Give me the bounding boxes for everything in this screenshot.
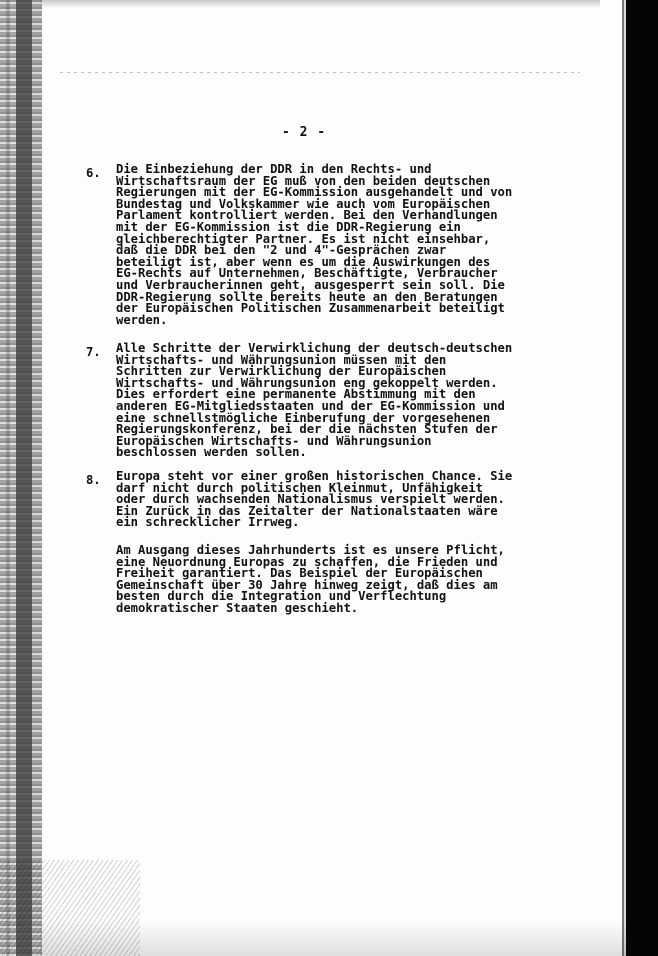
text-line: DDR-Regierung sollte bereits heute an den Beratungen [116, 289, 498, 304]
text-line: darf nicht durch politischen Kleinmut, Unfähigkeit [116, 480, 483, 495]
text-line: Dies erfordert eine permanente Abstimmung mit den [116, 387, 476, 402]
page-number: - 2 - [282, 125, 327, 140]
scan-top-shadow [40, 0, 600, 8]
paragraph-body [116, 545, 516, 615]
text-line: EG-Rechts auf Unternehmen, Beschäftigte, Verbraucher [116, 266, 498, 281]
paragraph-body [116, 471, 516, 529]
text-line: oder durch wachsenden Nationalismus verspielt werden. [116, 492, 505, 507]
text-line: Regierungskonferenz, bei der die nächsten Stufen der [116, 422, 498, 437]
scan-bottom-shadow [40, 920, 626, 956]
scan-faint-rule [60, 72, 580, 73]
paragraph-number: 8. [86, 473, 101, 487]
paragraph-number: 6. [86, 166, 101, 180]
text-line: gleichberechtigter Partner. Es ist nicht einsehbar, [116, 231, 491, 246]
text-line: werden. [116, 312, 168, 327]
text-line: Europäischen Wirtschafts- und Währungsunion [116, 433, 432, 448]
scan-left-edge-noise [0, 0, 42, 956]
text-line: Parlament kontrolliert werden. Bei den Verhandlungen [116, 208, 498, 223]
text-line: Regierungen mit der EG-Kommission ausgehandelt und von [116, 185, 513, 200]
text-line: und Verbraucherinnen geht, ausgesperrt sein soll. Die [116, 277, 505, 292]
text-line: eine Neuordnung Europas zu schaffen, die Frieden und [116, 554, 498, 569]
text-line: Wirtschafts- und Währungsunion müssen mit den [116, 352, 447, 367]
paragraph-number: 7. [86, 345, 101, 359]
text-line: demokratischer Staaten geschieht. [116, 600, 359, 615]
text-line: Schritten zur Verwirklichung der Europäischen [116, 364, 447, 379]
text-line: Die Einbeziehung der DDR in den Rechts- und [116, 162, 432, 176]
text-line: Gemeinschaft über 30 Jahre hinweg zeigt, daß dies am [116, 577, 498, 592]
scan-right-black-margin [626, 0, 658, 956]
text-line: Wirtschafts- und Währungsunion eng gekoppelt werden. [116, 375, 498, 390]
text-line: anderen EG-Mitgliedsstaaten und der EG-Kommission und [116, 398, 505, 413]
text-line: daß die DDR bei den "2 und 4"-Gesprächen zwar [116, 243, 447, 258]
text-line: Bundestag und Volkskammer wie auch vom Europäischen [116, 196, 491, 211]
text-line: der Europäischen Politischen Zusammenarbeit beteiligt [116, 301, 505, 316]
text-line: besten durch die Integration und Verflechtung [116, 589, 447, 604]
text-line: Freiheit garantiert. Das Beispiel der Europäischen [116, 566, 483, 581]
text-line: Europa steht vor einer großen historischen Chance. Sie [116, 469, 513, 483]
text-line: beteiligt ist, aber wenn es um die Auswirkungen des [116, 254, 491, 269]
text-line: Ein Zurück in das Zeitalter der Nationalstaaten wäre [116, 503, 498, 518]
text-line: ein schrecklicher Irrweg. [116, 515, 300, 530]
text-line: Am Ausgang dieses Jahrhunderts ist es unsere Pflicht, [116, 543, 505, 557]
text-line: beschlossen werden sollen. [116, 445, 307, 460]
paragraph-body [116, 343, 516, 459]
paragraph-body [116, 164, 516, 326]
text-line: Wirtschaftsraum der EG muß von den beiden deutschen [116, 173, 491, 188]
text-line: Alle Schritte der Verwirklichung der deutsch-deutschen [116, 341, 513, 355]
text-line: eine schnellstmögliche Einberufung der vorgesehenen [116, 410, 491, 425]
text-line: mit der EG-Kommission ist die DDR-Regierung ein [116, 219, 461, 234]
